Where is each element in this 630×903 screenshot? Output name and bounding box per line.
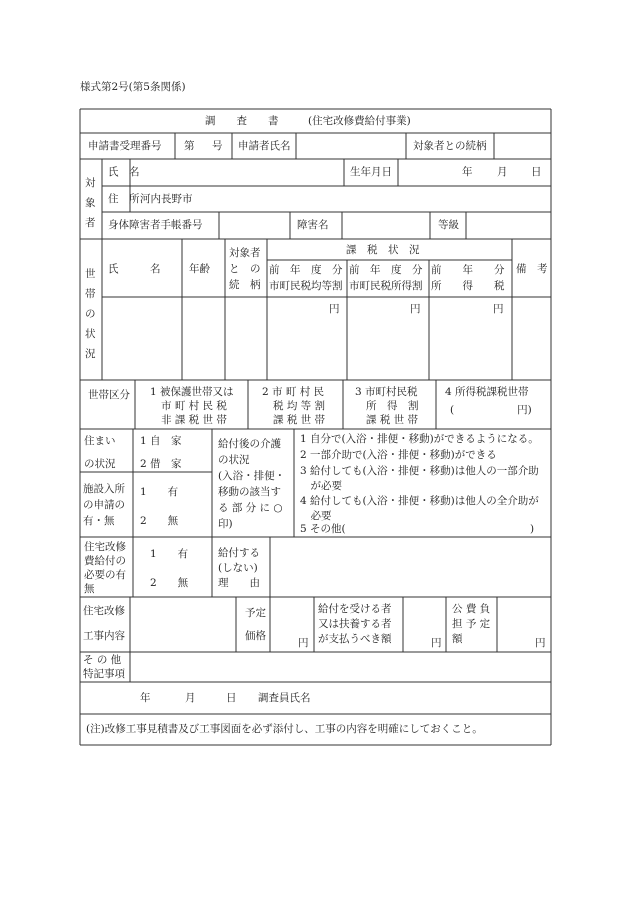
subject-side-label-2: 象 [85, 197, 96, 209]
tax-status-header: 課 税 状 況 [346, 244, 420, 256]
class-2-line3: 課 税 世 帯 [273, 414, 326, 426]
care-label-6: 印) [218, 518, 233, 530]
other-notes-label-1: そ の 他 [83, 654, 122, 666]
planned-price-label-1: 予定 [245, 607, 266, 619]
other-notes-label-2: 特記事項 [83, 668, 125, 680]
subject-side-label-1: 対 [85, 177, 96, 189]
public-burden-yen: 円 [535, 637, 546, 649]
housing-status-label-2: の状況 [84, 458, 116, 470]
member-relation-header-3: 続 柄 [229, 279, 261, 291]
class-2-line2: 税 均 等 割 [273, 400, 326, 412]
page-subtitle: (住宅改修費給付事業) [308, 115, 411, 127]
reason-label-2: (しない) [218, 562, 258, 574]
household-side-label-1: 世 [85, 268, 96, 280]
care-label-3: (入浴・排便・ [218, 470, 286, 482]
facility-label-2: の申請の [83, 499, 125, 511]
care-label-4: 移動の該当す [218, 486, 281, 498]
subject-name-label: 氏 名 [108, 166, 140, 178]
address-value: 河内長野市 [140, 193, 193, 205]
class-1-line2: 市 町 村 民 税 [161, 400, 227, 412]
payable-label-3: が支払うべき額 [318, 633, 392, 645]
yen-unit-income: 円 [410, 303, 421, 315]
need-label-1: 住宅改修 [84, 541, 126, 553]
member-age-header: 年齢 [189, 263, 210, 275]
public-burden-label-2: 担 予 定 [452, 618, 491, 630]
payable-label-1: 給付を受ける者 [318, 603, 392, 615]
need-label-3: 必要の有 [84, 569, 126, 581]
class-3-line3: 課 税 世 帯 [366, 414, 419, 426]
page-title: 調 査 書 [205, 115, 279, 127]
class-1-line3: 非 課 税 世 帯 [161, 414, 227, 426]
facility-option-no: 2 無 [140, 515, 179, 527]
investigation-month-unit: 月 [185, 692, 196, 704]
subject-side-label-3: 者 [85, 217, 96, 229]
public-burden-label-3: 額 [452, 633, 463, 645]
housing-status-label-1: 住まい [84, 435, 116, 447]
class-3-line1: 3 市町村民税 [355, 386, 418, 398]
applicant-name-label: 申請者氏名 [238, 140, 291, 152]
class-4-line1: 4 所得税課税世帯 [445, 386, 529, 398]
care-option-2: 2 一部介助で(入浴・排便・移動)ができる [300, 449, 497, 461]
care-label-1: 給付後の介護 [218, 438, 281, 450]
disability-name-label: 障害名 [297, 219, 329, 231]
need-option-yes: 1 有 [150, 548, 189, 560]
payable-yen: 円 [431, 637, 442, 649]
work-content-label-2: 工事内容 [83, 630, 125, 642]
care-option-4: 4 給付しても(入浴・排便・移動)は他人の全介助が [300, 495, 539, 507]
grade-label: 等級 [438, 219, 459, 231]
facility-label-3: 有・無 [83, 515, 115, 527]
notes-header: 備 考 [516, 263, 548, 275]
go-label: 号 [212, 140, 223, 152]
birth-year-unit: 年 [462, 166, 473, 178]
household-side-label-2: 帯 [85, 288, 96, 300]
dai-label: 第 [184, 140, 195, 152]
class-4-line2: ( 円) [450, 404, 532, 416]
investigator-name-label: 調査員氏名 [258, 692, 311, 704]
member-name-header: 氏 名 [108, 263, 161, 275]
tax-col-national-line1: 前 年 分 [431, 264, 505, 276]
household-side-label-4: 状 [85, 328, 96, 340]
household-side-label-5: 況 [85, 348, 96, 360]
need-label-2: 費給付の [84, 555, 126, 567]
yen-unit-equal: 円 [329, 303, 340, 315]
housing-option-own: 1 自 家 [140, 435, 182, 447]
yen-unit-national: 円 [493, 303, 504, 315]
reason-label-3: 理 由 [218, 577, 260, 589]
tax-col-income-line2: 市町民税所得割 [349, 280, 423, 292]
care-option-5-close: ) [530, 523, 535, 535]
care-label-2: の状況 [218, 454, 250, 466]
planned-price-yen: 円 [298, 637, 309, 649]
facility-option-yes: 1 有 [140, 486, 179, 498]
housing-option-rent: 2 借 家 [140, 458, 182, 470]
birth-day-unit: 日 [531, 166, 542, 178]
receipt-number-label: 申請書受理番号 [88, 140, 162, 152]
household-class-label: 世帯区分 [88, 389, 130, 401]
attachment-note: (注)改修工事見積書及び工事図面を必ず添付し、工事の内容を明確にしておくこと。 [86, 723, 483, 735]
disability-cert-number-label: 身体障害者手帳番号 [108, 219, 203, 231]
birth-date-label: 生年月日 [350, 166, 392, 178]
care-option-3-cont: が必要 [300, 480, 342, 492]
care-option-5: 5 その他( [300, 523, 346, 535]
payable-label-2: 又は扶養する者 [318, 618, 392, 630]
member-relation-header-1: 対象者 [229, 247, 261, 259]
household-side-label-3: の [85, 308, 96, 320]
care-option-3: 3 給付しても(入浴・排便・移動)は他人の一部介助 [300, 465, 539, 477]
reason-label-1: 給付する [218, 547, 260, 559]
tax-col-equal-line1: 前 年 度 分 [269, 264, 343, 276]
tax-col-equal-line2: 市町民税均等割 [269, 280, 343, 292]
tax-col-national-line2: 所 得 税 [431, 280, 505, 292]
form-number-label: 様式第2号(第5条関係) [80, 81, 186, 93]
member-relation-header-2: と の [229, 263, 261, 275]
care-option-1: 1 自分で(入浴・排便・移動)ができるようになる。 [300, 433, 539, 445]
class-3-line2: 所 得 割 [366, 400, 419, 412]
need-label-4: 無 [84, 583, 95, 595]
need-option-no: 2 無 [150, 577, 189, 589]
class-2-line1: 2 市 町 村 民 [262, 386, 325, 398]
relation-to-subject-label: 対象者との続柄 [413, 140, 487, 152]
care-option-4-cont: 必要 [300, 510, 332, 522]
address-label: 住 所 [108, 193, 140, 205]
investigation-day-unit: 日 [226, 692, 237, 704]
care-label-5: る 部 分 に ○ [218, 502, 283, 514]
facility-label-1: 施設入所 [83, 483, 125, 495]
investigation-year-unit: 年 [140, 692, 151, 704]
class-1-line1: 1 被保護世帯又は [150, 386, 234, 398]
work-content-label-1: 住宅改修 [83, 605, 125, 617]
public-burden-label-1: 公 費 負 [452, 603, 491, 615]
tax-col-income-line1: 前 年 度 分 [349, 264, 423, 276]
birth-month-unit: 月 [497, 166, 508, 178]
planned-price-label-2: 価格 [245, 630, 266, 642]
